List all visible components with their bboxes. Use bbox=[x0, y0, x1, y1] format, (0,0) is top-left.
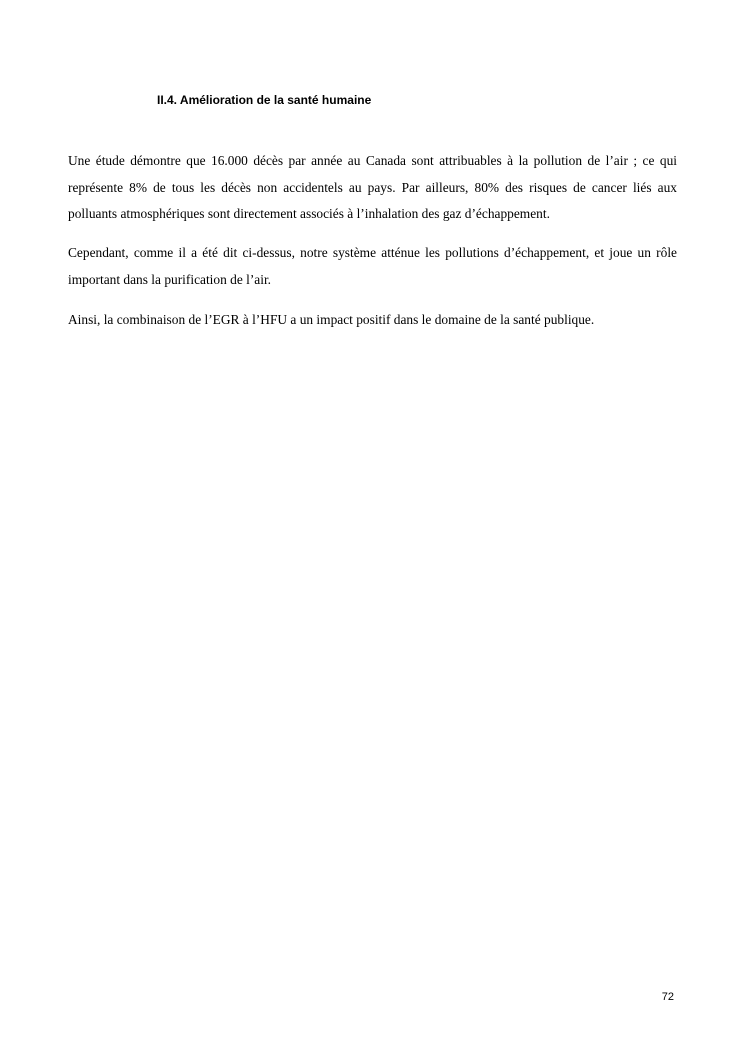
paragraph-system-purification: Cependant, comme il a été dit ci-dessus, notre système atténue les pollutions d’échappement, et joue un rôle important dans la purification de l’air. bbox=[68, 245, 677, 287]
paragraph-conclusion: Ainsi, la combinaison de l’EGR à l’HFU a un impact positif dans le domaine de la santé publique. bbox=[68, 312, 595, 327]
section-heading: II.4. Amélioration de la santé humaine bbox=[157, 93, 372, 107]
page-number: 72 bbox=[661, 991, 674, 1003]
paragraph-health-study: Une étude démontre que 16.000 décès par année au Canada sont attribuables à la pollution de l’air ; ce qui représente 8% de tous les décès non accidentels au pays. Par ailleurs, 80% des risques de cancer liés aux polluants atmosphériques sont directement associés à l’inhalation des gaz d’échappement. bbox=[68, 153, 677, 221]
